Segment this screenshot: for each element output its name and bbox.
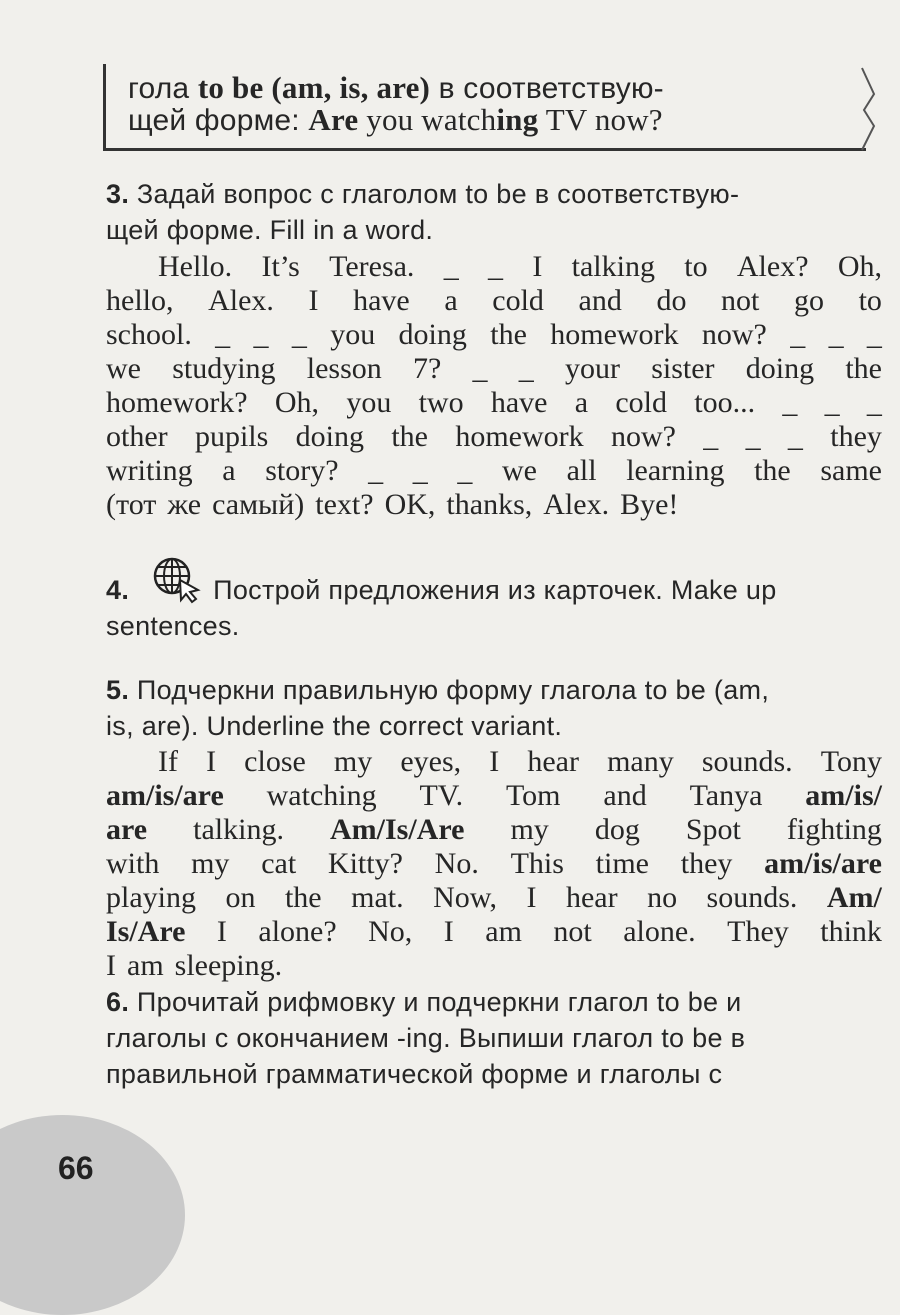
text-word: No. xyxy=(434,847,479,880)
text-word: on xyxy=(225,881,256,914)
answer-option[interactable]: Am/ xyxy=(826,881,882,914)
text-word: Tony xyxy=(820,745,882,778)
text-word: talking. xyxy=(193,813,284,846)
task-instruction: Задай вопрос с глаголом to be в соответствую- xyxy=(129,179,740,209)
answer-option[interactable]: am/is/are xyxy=(106,779,224,812)
task-number: 5. xyxy=(106,675,130,705)
text-line xyxy=(106,847,882,881)
task-instruction: Прочитай рифмовку и подчеркни глагол to be и xyxy=(129,987,742,1017)
rule-text: Are xyxy=(308,102,359,137)
text-word: I xyxy=(489,745,500,778)
text-word: Now, xyxy=(433,881,497,914)
text-word: sounds. xyxy=(706,881,798,914)
text-word: playing xyxy=(106,881,196,914)
text-line xyxy=(106,949,882,983)
text-word: They xyxy=(727,915,789,948)
rule-text: to be (am, is, are) xyxy=(197,70,431,105)
text-line: school. _ _ _ you doing the homework now? _ _ _ xyxy=(106,318,882,351)
text-word: Kitty? xyxy=(327,847,403,880)
text-line: writing a story? _ _ _ we all learning the same xyxy=(106,454,882,487)
text-word: fighting xyxy=(786,813,882,846)
text-word: TV. xyxy=(419,779,464,812)
text-line xyxy=(106,915,882,949)
text-word: am xyxy=(485,915,522,948)
task-number: 6. xyxy=(106,987,130,1017)
text-word: sounds. xyxy=(701,745,793,778)
task-4-heading xyxy=(106,572,777,644)
text-word: my xyxy=(510,813,549,846)
text-word: Spot xyxy=(685,813,741,846)
text-word: alone. xyxy=(623,915,696,948)
text-line xyxy=(106,881,882,915)
text-word: they xyxy=(680,847,733,880)
task-number: 4. xyxy=(106,575,130,605)
text-line: hello, Alex. I have a cold and do not go to xyxy=(106,284,882,317)
text-word: If xyxy=(158,745,178,778)
text-word: am xyxy=(127,949,164,982)
task-6-heading xyxy=(106,984,745,1092)
task-3-heading xyxy=(106,176,739,248)
text-line xyxy=(106,813,882,847)
text-word: cat xyxy=(261,847,297,880)
text-word: hear xyxy=(527,745,579,778)
text-word: Tanya xyxy=(689,779,763,812)
text-word: alone? xyxy=(258,915,337,948)
task-3-text xyxy=(106,250,882,522)
text-word: many xyxy=(607,745,674,778)
task-5-heading xyxy=(106,672,769,744)
rule-text: гола xyxy=(128,72,198,105)
rule-line-1 xyxy=(128,70,664,106)
answer-option[interactable]: Am/Is/Are xyxy=(329,813,465,846)
text-word: my xyxy=(191,847,230,880)
text-line: we studying lesson 7? _ _ your sister doing the xyxy=(106,352,882,385)
rule-line-2 xyxy=(128,102,663,138)
text-line: (тот же самый) text? OK, thanks, Alex. Bye! xyxy=(106,488,679,521)
text-word: I xyxy=(443,915,454,948)
text-word: I xyxy=(216,915,227,948)
text-word: I xyxy=(106,949,116,982)
text-word: no xyxy=(647,881,678,914)
task-number: 3. xyxy=(106,179,130,209)
task-instruction: Построй предложения из карточек. Make up xyxy=(213,575,777,605)
rule-text: ing xyxy=(496,102,539,137)
answer-option[interactable]: Is/Are xyxy=(106,915,186,948)
task-instruction: щей форме. Fill in a word. xyxy=(106,215,434,245)
text-word: I xyxy=(526,881,537,914)
text-word: the xyxy=(284,881,322,914)
text-word: sleeping. xyxy=(174,949,283,982)
text-line xyxy=(106,779,882,813)
page-number: 66 xyxy=(58,1150,94,1186)
bracket-icon xyxy=(858,64,888,154)
text-word: mat. xyxy=(351,881,404,914)
text-word: watching xyxy=(266,779,377,812)
task-instruction: sentences. xyxy=(106,611,240,641)
task-instruction: is, are). Underline the correct variant. xyxy=(106,711,563,741)
task-instruction: Подчеркни правильную форму глагола to be (am, xyxy=(129,675,770,705)
task-instruction: правильной грамматической форме и глаголы с xyxy=(106,1059,723,1089)
text-word: my xyxy=(333,745,373,778)
text-word: hear xyxy=(565,881,618,914)
text-word: eyes, xyxy=(400,745,462,778)
task-5-text xyxy=(106,745,882,983)
text-word: This xyxy=(510,847,564,880)
answer-option[interactable]: am/is/are xyxy=(764,847,882,880)
task-instruction: глаголы с окончанием -ing. Выпиши глагол to be в xyxy=(106,1023,746,1053)
rule-text: you watch xyxy=(358,102,497,137)
text-word: not xyxy=(553,915,592,948)
text-word: and xyxy=(603,779,647,812)
text-word: dog xyxy=(594,813,640,846)
text-word: I xyxy=(206,745,217,778)
rule-text: в соответствую- xyxy=(430,72,664,105)
text-word: think xyxy=(820,915,882,948)
text-word: close xyxy=(244,745,306,778)
text-word: time xyxy=(595,847,649,880)
text-line: other pupils doing the homework now? _ _ _ they xyxy=(106,420,882,453)
text-word: Tom xyxy=(505,779,561,812)
text-line xyxy=(106,745,882,779)
text-word: with xyxy=(106,847,160,880)
answer-option[interactable]: are xyxy=(106,813,148,846)
text-line: homework? Oh, you two have a cold too... _ _ _ xyxy=(106,386,882,419)
answer-option[interactable]: am/is/ xyxy=(805,779,882,812)
text-word: No, xyxy=(368,915,413,948)
rule-text: TV now? xyxy=(538,102,663,137)
page-number-badge xyxy=(0,1115,185,1315)
rule-text: щей форме: xyxy=(128,104,309,137)
text-line: Hello. It’s Teresa. _ _ I talking to Alex? Oh, xyxy=(158,250,882,283)
